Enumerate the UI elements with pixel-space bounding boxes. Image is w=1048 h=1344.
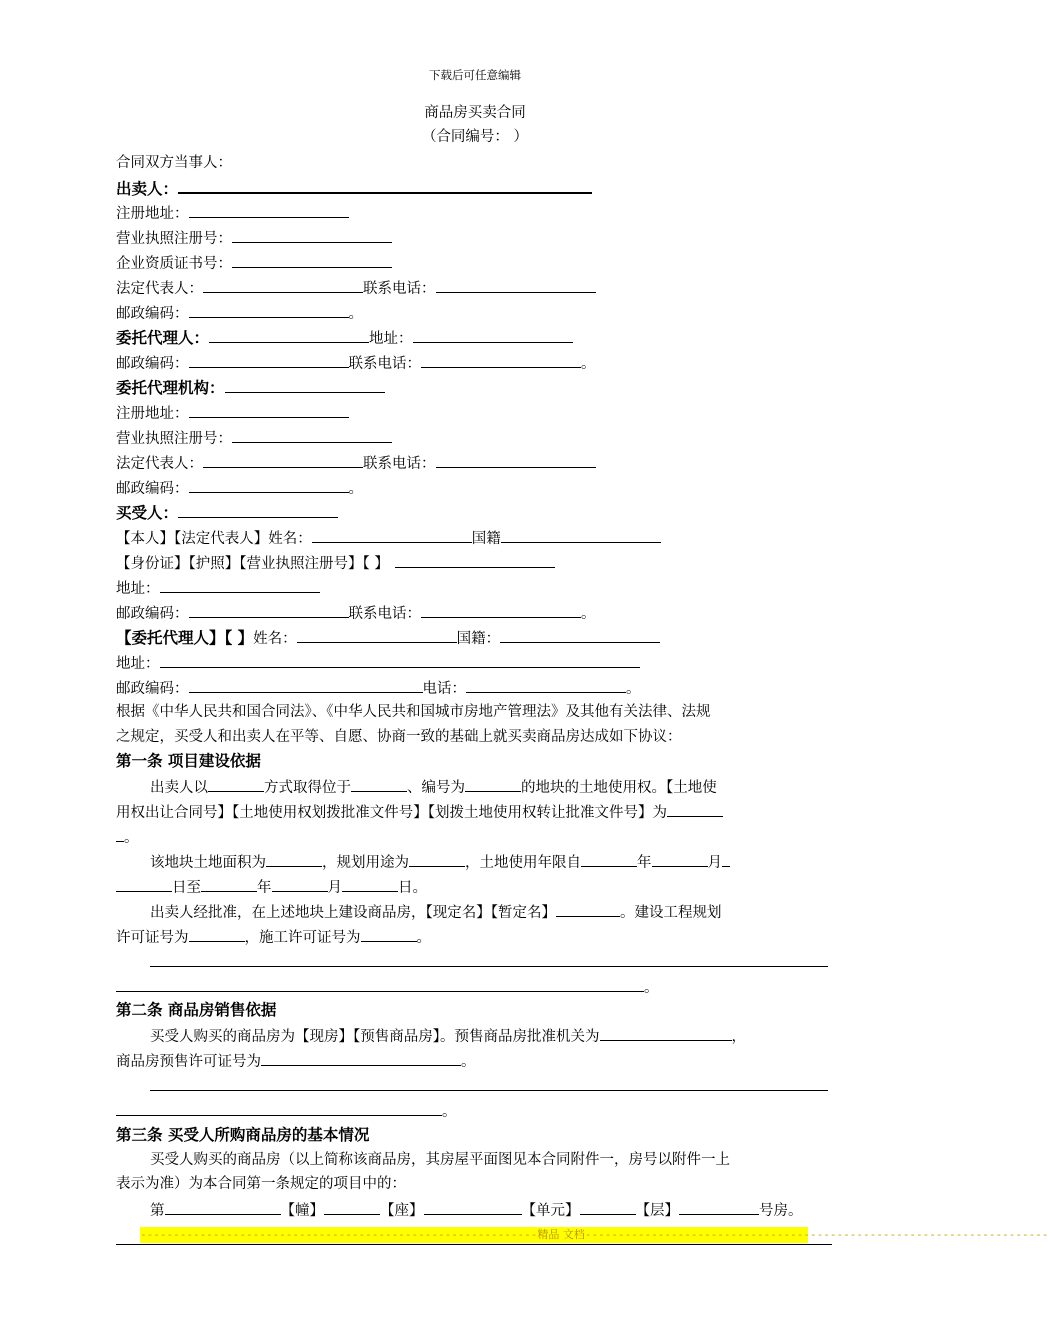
seller-rep-label: 法定代表人： — [116, 281, 203, 297]
agent-postcode-blank[interactable] — [189, 351, 349, 368]
buyer-postcode-row — [116, 601, 596, 623]
article-1-p1-line3 — [116, 825, 139, 847]
text: 【幢】 — [280, 1203, 324, 1219]
agent-address-blank[interactable] — [413, 326, 573, 343]
agency-row — [116, 376, 385, 398]
text: 年 — [257, 880, 272, 896]
text: 号房。 — [759, 1203, 803, 1219]
agent-phone-blank[interactable] — [421, 351, 581, 368]
text: 。 — [461, 1054, 476, 1070]
seller-heading: 出卖人： — [116, 180, 179, 198]
preamble-line-1: 根据《中华人民共和国合同法》、《中华人民共和国城市房地产管理法》及其他有关法律、法规 — [116, 704, 711, 720]
article-1-p2-line2 — [116, 875, 427, 897]
seller-reg-addr-label: 注册地址： — [116, 206, 189, 222]
footer-dashes-left: ------------------------------------------------------------ — [140, 1228, 538, 1241]
land-area-blank[interactable] — [266, 850, 322, 867]
agent-phone-label: 联系电话： — [348, 356, 421, 372]
text: 。 — [416, 930, 431, 946]
period: 。 — [581, 356, 596, 372]
agency-license-row — [116, 426, 392, 448]
seller-postcode-row — [116, 301, 363, 323]
seller-qual-row — [116, 251, 392, 273]
buyer-agent-address-label: 地址： — [116, 656, 160, 672]
agency-postcode-blank[interactable] — [189, 476, 349, 493]
buyer-address-blank[interactable] — [160, 576, 320, 593]
agency-rep-label: 法定代表人： — [116, 456, 203, 472]
seller-reg-addr-blank[interactable] — [189, 201, 349, 218]
seller-reg-addr-row — [116, 201, 349, 223]
text: 该地块土地面积为 — [150, 855, 266, 871]
text: 商品房预售许可证号为 — [116, 1054, 261, 1070]
land-doc-number-cont-blank[interactable] — [116, 825, 124, 842]
agency-reg-addr-label: 注册地址： — [116, 406, 189, 422]
seller-phone-label: 联系电话： — [363, 281, 436, 297]
buyer-name-blank[interactable] — [178, 501, 338, 518]
text: 【单元】 — [521, 1203, 580, 1219]
buyer-agent-phone-blank[interactable] — [466, 676, 626, 693]
buyer-name-row — [116, 526, 661, 548]
land-use-blank[interactable] — [409, 850, 465, 867]
presale-permit-blank[interactable] — [261, 1049, 461, 1066]
agency-license-blank[interactable] — [232, 426, 392, 443]
buyer-agent-nationality-blank[interactable] — [500, 626, 660, 643]
buyer-nationality-blank[interactable] — [501, 526, 661, 543]
article-2-fill-row — [116, 1099, 457, 1121]
agency-rep-blank[interactable] — [203, 451, 363, 468]
buyer-agent-name-label: 姓名： — [253, 631, 297, 647]
article-2-heading: 第二条 商品房销售依据 — [116, 1001, 277, 1019]
agent-row — [116, 326, 573, 348]
period: 。 — [644, 980, 659, 996]
period: 。 — [348, 306, 363, 322]
floor-blank[interactable] — [580, 1198, 636, 1215]
buyer-agent-address-blank[interactable] — [160, 651, 640, 668]
end-month-blank[interactable] — [272, 875, 328, 892]
seller-qual-label: 企业资质证书号： — [116, 256, 232, 272]
text: 出卖人以 — [150, 780, 208, 796]
unit-blank[interactable] — [424, 1198, 522, 1215]
buyer-phone-blank[interactable] — [421, 601, 581, 618]
agent-postcode-row — [116, 351, 596, 373]
buyer-postcode-blank[interactable] — [189, 601, 349, 618]
article-1-p1-line1 — [150, 775, 717, 797]
agency-postcode-label: 邮政编码： — [116, 481, 189, 497]
fill-line[interactable] — [116, 975, 644, 992]
room-blank[interactable] — [679, 1198, 759, 1215]
text: ，土地使用年限自 — [465, 855, 581, 871]
building-blank[interactable] — [165, 1198, 281, 1215]
footer-watermark-band — [140, 1227, 1048, 1243]
start-day-blank[interactable] — [722, 850, 730, 867]
contract-title: 商品房买卖合同 — [424, 105, 526, 121]
buyer-address-label: 地址： — [116, 581, 160, 597]
buyer-agent-postcode-blank[interactable] — [189, 676, 423, 693]
buyer-fullname-blank[interactable] — [312, 526, 472, 543]
fill-line[interactable] — [150, 1090, 828, 1091]
footer-label: 精品 文档 — [537, 1228, 585, 1241]
text: 【座】 — [380, 1203, 424, 1219]
seller-rep-row — [116, 276, 596, 298]
text: 日。 — [398, 880, 427, 896]
article-3-heading: 第三条 买受人所购商品房的基本情况 — [116, 1126, 370, 1144]
article-3-p1-line2: 表示为准）为本合同第一条规定的项目中的： — [116, 1176, 406, 1192]
block-blank[interactable] — [324, 1198, 380, 1215]
footer-divider — [116, 1244, 832, 1245]
presale-authority-blank[interactable] — [600, 1024, 732, 1041]
article-1-fill-row — [116, 975, 659, 997]
text: 年 — [637, 855, 652, 871]
article-2-p1-line1 — [150, 1024, 746, 1046]
article-1-p2-line1 — [150, 850, 730, 872]
text: 。 — [124, 830, 139, 846]
buyer-address-row — [116, 576, 320, 598]
buyer-id-label: 【身份证】【护照】【营业执照注册号】【 】 — [116, 556, 389, 572]
buyer-agent-phone-label: 电话： — [422, 681, 466, 697]
end-day-blank[interactable] — [342, 875, 398, 892]
agent-name-blank[interactable] — [209, 326, 369, 343]
fill-line[interactable] — [116, 1099, 442, 1116]
seller-postcode-blank[interactable] — [189, 301, 349, 318]
article-1-p3-line1 — [150, 900, 722, 922]
location-blank[interactable] — [351, 775, 407, 792]
footer-dashes-right: ---------------------------------------------------------------------- — [584, 1228, 1048, 1241]
buyer-name-label: 【本人】【法定代表人】姓名： — [116, 531, 312, 547]
agency-phone-label: 联系电话： — [363, 456, 436, 472]
agent-heading: 委托代理人： — [116, 329, 210, 347]
plot-number-blank[interactable] — [465, 775, 521, 792]
text: 的地块的土地使用权。【土地使 — [521, 780, 717, 796]
article-1-heading: 第一条 项目建设依据 — [116, 752, 261, 770]
text: 第 — [150, 1203, 165, 1219]
text: 月 — [707, 855, 722, 871]
period: 。 — [442, 1104, 457, 1120]
buyer-agent-address-row — [116, 651, 640, 673]
period: 。 — [581, 606, 596, 622]
buyer-id-row — [116, 551, 555, 573]
buyer-agent-postcode-label: 邮政编码： — [116, 681, 189, 697]
header-note: 下载后可任意编辑 — [429, 68, 521, 82]
text: 月 — [327, 880, 342, 896]
text: 用权出让合同号】【土地使用权划拨批准文件号】【划拨土地使用权转让批准文件号】为 — [116, 805, 667, 821]
buyer-agent-name-blank[interactable] — [297, 626, 457, 643]
buyer-heading: 买受人： — [116, 504, 179, 522]
buyer-postcode-label: 邮政编码： — [116, 606, 189, 622]
agent-address-label: 地址： — [369, 331, 413, 347]
agency-phone-blank[interactable] — [436, 451, 596, 468]
article-2-p1-line2 — [116, 1049, 476, 1071]
agency-rep-row — [116, 451, 596, 473]
seller-license-blank[interactable] — [232, 226, 392, 243]
acquire-method-blank[interactable] — [208, 775, 264, 792]
agency-reg-addr-row — [116, 401, 349, 423]
seller-license-label: 营业执照注册号： — [116, 231, 232, 247]
article-3-p1-line1: 买受人购买的商品房（以上简称该商品房，其房屋平面图见本合同附件一，房号以附件一上 — [150, 1152, 730, 1168]
seller-rep-blank[interactable] — [203, 276, 363, 293]
project-name-blank[interactable] — [556, 900, 620, 917]
text: 出卖人经批准，在上述地块上建设商品房，【现定名】【暂定名】 — [150, 905, 556, 921]
text: 。建设工程规划 — [620, 905, 722, 921]
article-1-p3-line2 — [116, 925, 431, 947]
buyer-agent-postcode-row — [116, 676, 641, 698]
seller-license-row — [116, 226, 392, 248]
article-3-p2 — [150, 1198, 803, 1220]
buyer-row — [116, 501, 338, 523]
buyer-agent-heading: 【委托代理人】【 】 — [116, 629, 254, 647]
buyer-agent-row — [116, 626, 660, 648]
buyer-phone-label: 联系电话： — [348, 606, 421, 622]
text: 【层】 — [635, 1203, 679, 1219]
seller-postcode-label: 邮政编码： — [116, 306, 189, 322]
planning-permit-blank[interactable] — [189, 925, 245, 942]
parties-intro: 合同双方当事人： — [116, 155, 232, 171]
text: 许可证号为 — [116, 930, 189, 946]
agency-heading: 委托代理机构： — [116, 379, 225, 397]
land-doc-number-blank[interactable] — [667, 800, 723, 817]
text: ，规划用途为 — [322, 855, 409, 871]
text: 日至 — [172, 880, 201, 896]
agent-postcode-label: 邮政编码： — [116, 356, 189, 372]
agency-reg-addr-blank[interactable] — [189, 401, 349, 418]
text: 、编号为 — [407, 780, 465, 796]
seller-row — [116, 176, 592, 198]
construction-permit-blank[interactable] — [361, 925, 417, 942]
seller-phone-blank[interactable] — [436, 276, 596, 293]
article-1-p1-line2 — [116, 800, 723, 822]
period: 。 — [626, 681, 641, 697]
period: 。 — [348, 481, 363, 497]
start-year-blank[interactable] — [581, 850, 637, 867]
text: ，施工许可证号为 — [244, 930, 361, 946]
buyer-nationality-label: 国籍 — [471, 531, 501, 547]
agency-name-blank[interactable] — [225, 376, 385, 393]
fill-line[interactable] — [150, 966, 828, 967]
buyer-agent-nationality-label: 国籍： — [456, 631, 501, 647]
preamble-line-2: 之规定，买受人和出卖人在平等、自愿、协商一致的基础上就买卖商品房达成如下协议： — [116, 729, 682, 745]
contract-number: （合同编号： ） — [421, 129, 529, 145]
text: 买受人购买的商品房为【现房】【预售商品房】。预售商品房批准机关为 — [150, 1029, 600, 1045]
seller-name-blank[interactable] — [178, 176, 592, 194]
text: ， — [731, 1029, 746, 1045]
start-day-cont-blank[interactable] — [116, 875, 172, 892]
agency-postcode-row — [116, 476, 363, 498]
end-year-blank[interactable] — [201, 875, 257, 892]
agency-license-label: 营业执照注册号： — [116, 431, 232, 447]
buyer-id-blank[interactable] — [395, 551, 555, 568]
start-month-blank[interactable] — [652, 850, 708, 867]
seller-qual-blank[interactable] — [232, 251, 392, 268]
text: 方式取得位于 — [264, 780, 351, 796]
